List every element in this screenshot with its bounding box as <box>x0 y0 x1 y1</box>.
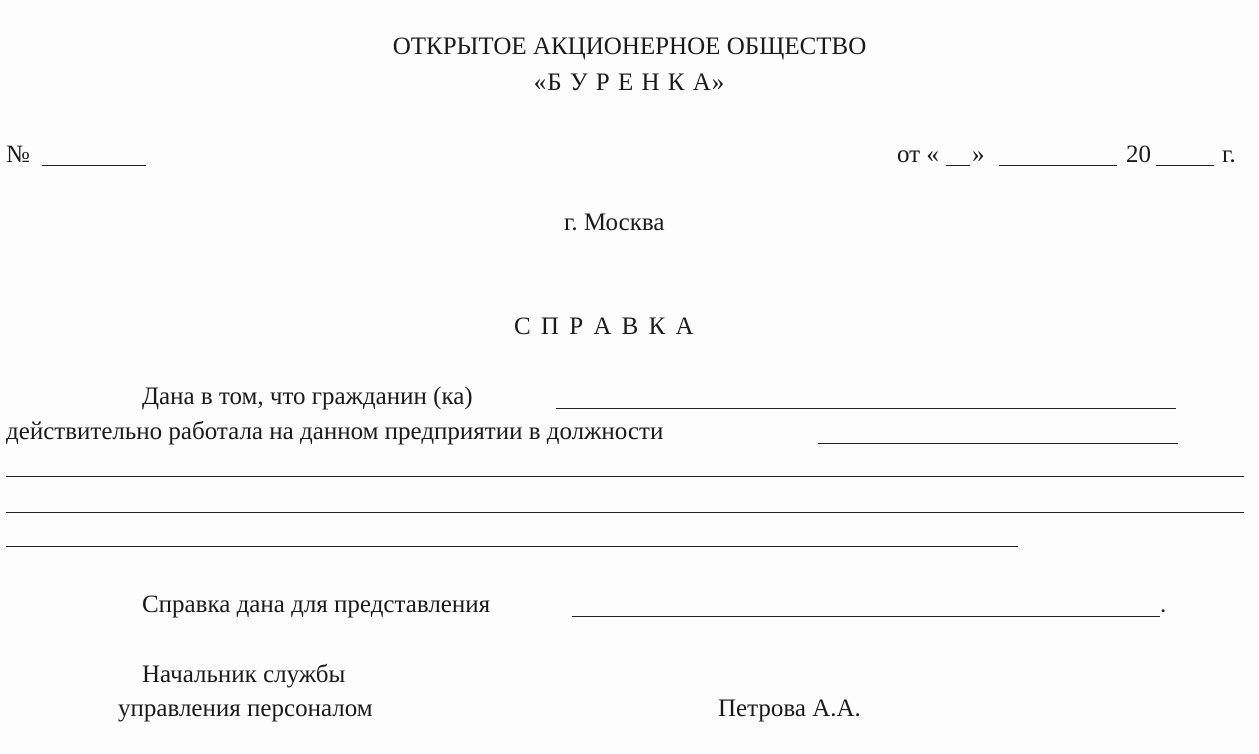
blank-line-2 <box>6 512 1244 513</box>
signer-position-line1: Начальник службы <box>142 661 346 688</box>
blank-line-3 <box>6 546 1018 547</box>
city: г. Москва <box>564 209 665 236</box>
purpose-line <box>572 616 1160 617</box>
citizen-name-line <box>556 408 1176 409</box>
blank-line-1 <box>6 476 1244 477</box>
number-field-line <box>42 165 146 166</box>
date-year-line <box>1156 165 1214 166</box>
org-brand: «Б У Р Е Н К А» <box>533 69 726 96</box>
position-line <box>818 443 1178 444</box>
year-prefix: 20 <box>1126 141 1151 168</box>
date-month-line <box>999 165 1117 166</box>
document-title: С П Р А В К А <box>514 313 696 340</box>
purpose-label: Справка дана для представления <box>142 591 491 618</box>
org-name: ОТКРЫТОЕ АКЦИОНЕРНОЕ ОБЩЕСТВО <box>392 33 867 60</box>
date-day-line <box>946 165 970 166</box>
number-label: № <box>6 141 30 168</box>
purpose-end: . <box>1160 591 1167 618</box>
body-line-citizen: Дана в том, что гражданин (ка) <box>142 383 473 410</box>
year-suffix: г. <box>1222 141 1236 168</box>
date-from-label: от « <box>897 141 939 168</box>
signer-position-line2: управления персоналом <box>118 695 373 722</box>
date-quote-close: » <box>972 141 985 168</box>
body-line-position: действительно работала на данном предприятии в должности <box>6 418 664 445</box>
signer-name: Петрова А.А. <box>718 695 861 722</box>
